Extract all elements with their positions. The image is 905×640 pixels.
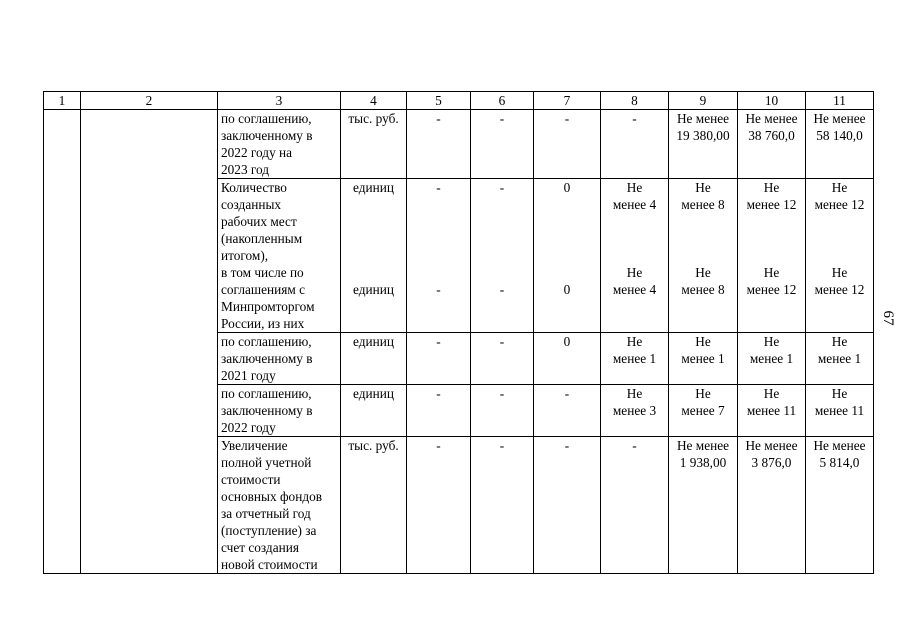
value-cell: Не менее 19 380,00 bbox=[669, 110, 738, 179]
unit-cell: тыс. руб. bbox=[341, 110, 407, 179]
indicators-table bbox=[43, 91, 874, 574]
value-cell: - bbox=[407, 333, 471, 385]
value-cell: Не менее 11 bbox=[738, 385, 806, 437]
value-cell: 0 bbox=[534, 333, 601, 385]
value-cell: Не менее 3 876,0 bbox=[738, 437, 806, 574]
column-header: 5 bbox=[407, 92, 471, 110]
column-header: 11 bbox=[806, 92, 874, 110]
column-header: 2 bbox=[81, 92, 218, 110]
column-header: 3 bbox=[218, 92, 341, 110]
value-cell: Не менее 3 bbox=[601, 385, 669, 437]
value-cell: Не менее 1 bbox=[806, 333, 874, 385]
value-cell: - bbox=[471, 437, 534, 574]
unit-cell: единиц bbox=[341, 385, 407, 437]
value-cell: - bbox=[534, 437, 601, 574]
value-cell: Не менее 1 bbox=[669, 333, 738, 385]
value-cell: - - bbox=[471, 179, 534, 333]
indicator-cell: по соглашению, заключенному в 2021 году bbox=[218, 333, 341, 385]
column-header: 9 bbox=[669, 92, 738, 110]
value-cell: - bbox=[407, 437, 471, 574]
indicator-cell: по соглашению, заключенному в 2022 году bbox=[218, 385, 341, 437]
value-cell: Не менее 5 814,0 bbox=[806, 437, 874, 574]
value-cell: Не менее 58 140,0 bbox=[806, 110, 874, 179]
value-cell: Не менее 12 Не менее 12 bbox=[738, 179, 806, 333]
value-cell: - bbox=[601, 437, 669, 574]
value-cell: - bbox=[471, 110, 534, 179]
value-cell: Не менее 8 Не менее 8 bbox=[669, 179, 738, 333]
value-cell: - bbox=[534, 385, 601, 437]
column-header: 10 bbox=[738, 92, 806, 110]
col2-merged-cell bbox=[81, 110, 218, 574]
value-cell: Не менее 7 bbox=[669, 385, 738, 437]
page-number: 67 bbox=[880, 310, 896, 326]
column-header: 6 bbox=[471, 92, 534, 110]
value-cell: Не менее 12 Не менее 12 bbox=[806, 179, 874, 333]
value-cell: - bbox=[407, 110, 471, 179]
column-header: 4 bbox=[341, 92, 407, 110]
indicator-cell: Увеличение полной учетной стоимости основных фондов за отчетный год (поступление) за счет создания новой стоимости bbox=[218, 437, 341, 574]
unit-cell: единиц единиц bbox=[341, 179, 407, 333]
value-cell: - bbox=[534, 110, 601, 179]
col1-merged-cell bbox=[44, 110, 81, 574]
column-number-row bbox=[44, 92, 874, 110]
value-cell: - bbox=[471, 385, 534, 437]
value-cell: Не менее 11 bbox=[806, 385, 874, 437]
value-cell: - - bbox=[407, 179, 471, 333]
column-header: 1 bbox=[44, 92, 81, 110]
value-cell: Не менее 38 760,0 bbox=[738, 110, 806, 179]
value-cell: 0 0 bbox=[534, 179, 601, 333]
value-cell: - bbox=[407, 385, 471, 437]
value-cell: Не менее 4 Не менее 4 bbox=[601, 179, 669, 333]
column-header: 8 bbox=[601, 92, 669, 110]
indicator-cell: Количество созданных рабочих мест (накопленным итогом), в том числе по соглашениям с Минпромторгом России, из них bbox=[218, 179, 341, 333]
unit-cell: единиц bbox=[341, 333, 407, 385]
value-cell: Не менее 1 938,00 bbox=[669, 437, 738, 574]
table-row bbox=[44, 110, 874, 179]
indicator-cell: по соглашению, заключенному в 2022 году на 2023 год bbox=[218, 110, 341, 179]
unit-cell: тыс. руб. bbox=[341, 437, 407, 574]
column-header: 7 bbox=[534, 92, 601, 110]
value-cell: Не менее 1 bbox=[738, 333, 806, 385]
value-cell: Не менее 1 bbox=[601, 333, 669, 385]
value-cell: - bbox=[471, 333, 534, 385]
value-cell: - bbox=[601, 110, 669, 179]
